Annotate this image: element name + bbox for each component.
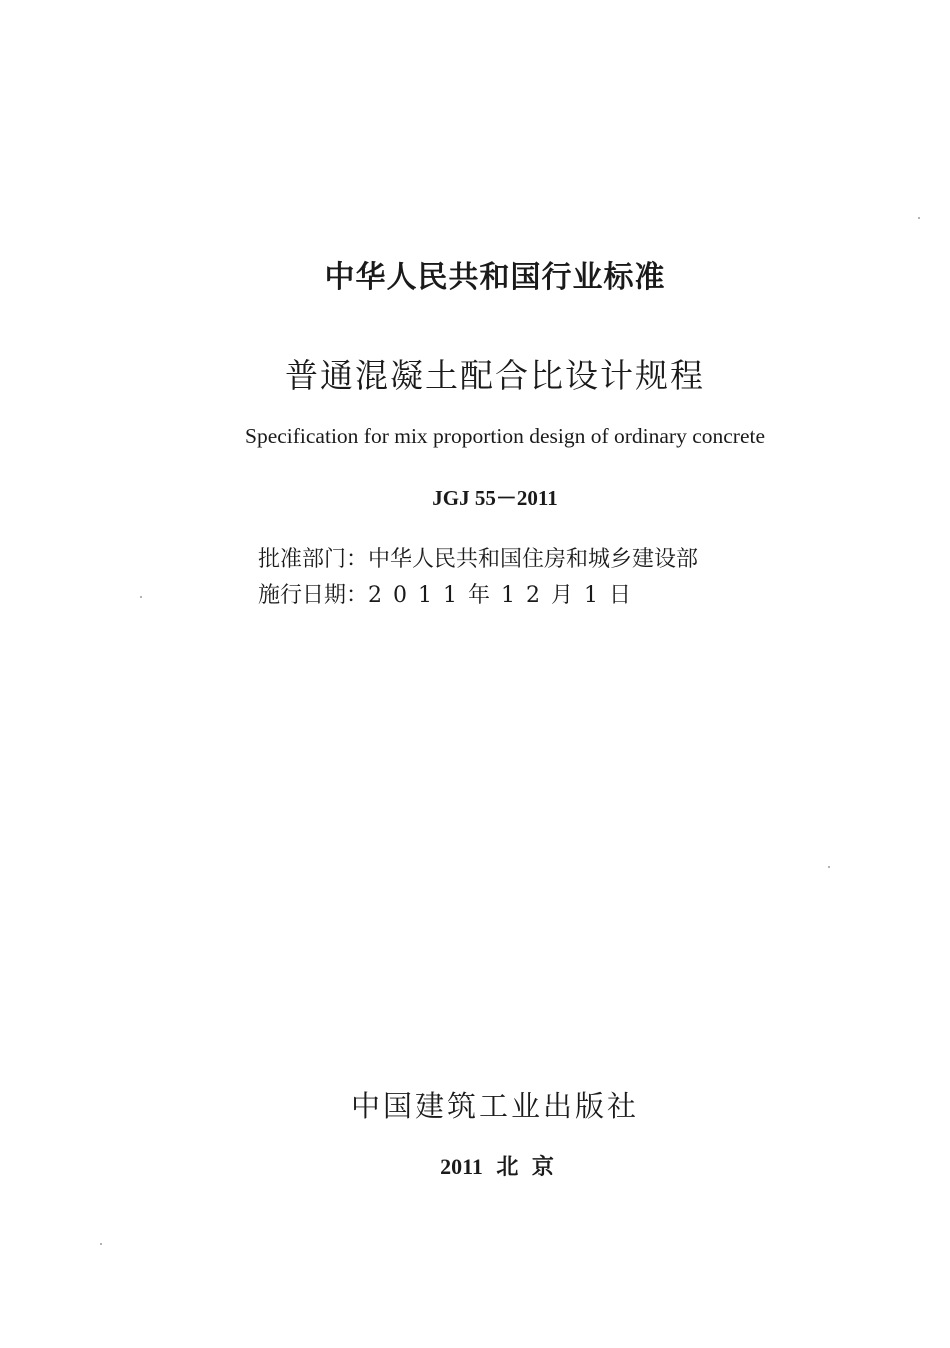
document-title-chinese: 普通混凝土配合比设计规程 — [285, 356, 705, 395]
effective-date-value: 2011年12月1日 — [368, 583, 642, 608]
scan-speck — [100, 1243, 102, 1245]
effective-date-label: 施行日期： — [258, 583, 369, 608]
publisher-name: 中国建筑工业出版社 — [350, 1089, 639, 1123]
publication-imprint: 2011 北 京 — [440, 1154, 554, 1179]
scan-speck — [918, 217, 920, 219]
approval-department-row — [258, 542, 698, 573]
scan-speck — [140, 596, 142, 598]
effective-date-row — [258, 578, 642, 609]
approval-department-value: 中华人民共和国住房和城乡建设部 — [368, 547, 699, 572]
approval-department-label: 批准部门： — [258, 547, 369, 572]
scan-speck — [828, 866, 830, 868]
standard-code: JGJ 55－2011 — [432, 486, 558, 510]
document-title-english: Specification for mix proportion design of ordinary concrete — [244, 424, 766, 448]
standard-type-heading: 中华人民共和国行业标准 — [324, 260, 666, 295]
